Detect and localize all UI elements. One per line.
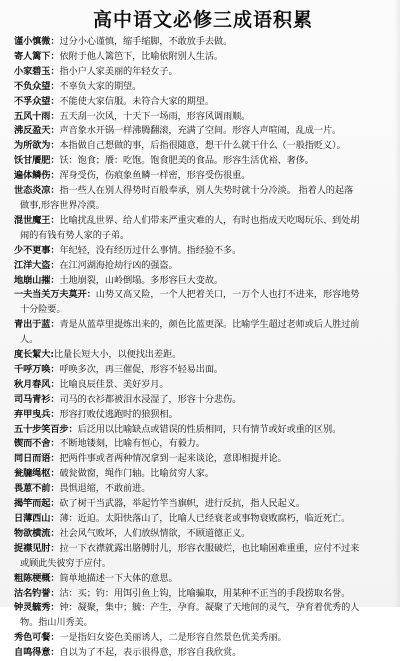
idiom-term: 世态炎凉： [14,185,60,197]
page-edge-shadow [394,0,400,607]
idiom-line [14,214,392,229]
idiom-definition: 比喻良辰佳景、美好岁月。 [59,378,169,390]
idiom-definition: 物。指山川秀美。 [20,617,93,629]
idiom-term: 不孚众望： [14,95,60,107]
idiom-line [14,557,392,572]
idiom-term: 锲而不舍： [14,438,60,450]
idiom-definition: 在江河湖海抢劫行凶的强盗。 [59,259,178,271]
idiom-line [14,199,392,214]
idiom-term: 千呼万唤： [14,363,60,375]
idiom-definition: 浑身受伤，伤痕象鱼鳞一样密，形容受伤很重。 [59,170,251,182]
document-title: 高中语文必修三成语积累 [92,9,313,31]
idiom-term: 同日而语： [14,453,60,465]
idiom-line [14,184,392,199]
idiom-line [14,527,392,542]
idiom-line [14,467,392,482]
idiom-definition: 依附于他人篱笆下，比喻依附别人生活。 [59,50,224,62]
idiom-term: 畏葸不前： [14,483,60,495]
idiom-definition: 土地崩裂，山岭倒塌。多形容巨大变故。 [59,274,224,286]
idiom-term: 五风十雨： [14,110,60,122]
idiom-term: 青出于蓝： [14,319,60,331]
idiom-term: 沽名钓誉： [14,587,60,599]
idiom-line [14,572,392,587]
idiom-term: 自鸣得意： [14,647,60,659]
idiom-line [14,124,392,139]
idiom-line [14,154,392,169]
idiom-line [14,65,392,80]
idiom-term: 江洋大盗： [14,259,60,271]
idiom-line [14,333,392,348]
idiom-definition: 自以为了不起，表示很得意，形容自我欣赏。 [59,647,242,659]
idiom-definition: 本指做自己想做的事，后指很随意，想干什么就干什么（一般指贬义）。 [59,140,346,152]
idiom-definition: 把两件事或者两种情况拿到一起来谈论，意即相提并论。 [59,453,287,465]
idiom-definition: 薄：近迫。太阳快落山了，比喻人已经衰老或事物衰败腐朽，临近死亡。 [59,513,351,524]
idiom-term: 司马青衫： [14,393,60,405]
idiom-line [14,110,392,125]
idiom-line [14,139,392,154]
idiom-line [14,274,392,289]
idiom-line [14,482,392,497]
idiom-definition: 沽：买；钓：用饵引鱼上钩，比喻骗取，用某种不正当的手段捞取名誉。 [59,587,351,599]
idiom-definition: 指小户人家美丽的年轻女子。 [59,65,178,77]
idiom-definition: 畏惧退缩，不敢前进。 [59,483,151,495]
idiom-definition: 或顾此失彼穷于应付。 [20,557,111,569]
idiom-list [14,35,392,661]
idiom-line [14,393,392,408]
idiom-term: 钟灵毓秀： [14,602,60,614]
idiom-term: 一夫当关万夫莫开： [14,289,96,301]
idiom-definition: 不断地镂刻，比喻有恒心，有毅力。 [59,438,205,450]
idiom-definition: 十分险要。 [20,304,66,316]
idiom-line [14,303,392,318]
idiom-definition: 五天刮一次风，十天下一场雨，形容风调雨顺。 [59,110,251,122]
idiom-line [14,587,392,602]
idiom-term: 小家碧玉： [14,65,60,77]
idiom-line [14,318,392,333]
idiom-line [14,363,392,378]
idiom-definition: 指一些人在别人得势时百般奉承，别人失势时就十分冷淡。 指着人的起落 [59,185,354,197]
idiom-line [14,646,392,661]
idiom-definition: 比量长短大小，以便找出差距。 [53,349,182,361]
idiom-line [14,244,392,259]
idiom-term: 混世魔王： [14,214,60,226]
idiom-term: 粗陈梗概： [14,572,60,584]
idiom-definition: 做事,形容世界冷漠。 [20,199,105,211]
idiom-term: 谨小慎微： [14,36,60,47]
idiom-definition: 人。 [20,334,39,346]
idiom-line [14,542,392,557]
idiom-term: 寄人篱下： [14,50,60,62]
idiom-line [14,95,392,110]
idiom-line [14,497,392,512]
idiom-term: 地崩山摧： [14,274,60,286]
idiom-definition: 过分小心谨慎，缩手缩脚，不敢放手去做。 [59,36,233,47]
idiom-line [14,423,392,438]
idiom-definition: 一是指妇女姿色美丽诱人，二是形容自然景色优美秀丽。 [59,632,287,644]
idiom-definition: 比喻扰乱世界、给人们带来严重灾难的人，有时也指成天吃喝玩乐、到处胡 [59,214,360,226]
idiom-line [14,348,392,363]
idiom-definition: 声音象水开锅一样沸腾翻滚，充满了空间。形容人声喧闹，乱成一片。 [59,125,342,137]
idiom-definition: 饫：饱食；餍：吃饱。饱食肥美的食品。形容生活优裕、奢侈。 [59,155,314,167]
idiom-definition: 山势又高又险，一个人把着关口，一万个人也打不进来，形容地势 [95,289,360,301]
idiom-term: 少不更事： [14,244,60,256]
idiom-definition: 不辜负大家的期望。 [59,80,142,92]
idiom-definition: 闹的有钱有势人家的子弟。 [20,229,130,241]
idiom-term: 饫甘餍肥： [14,155,60,167]
idiom-line [14,512,392,527]
idiom-line [14,601,392,616]
idiom-definition: 形容打败仗逃跑时的狼狈相。 [59,408,178,420]
idiom-term: 秀色可餐： [14,632,60,644]
idiom-line [14,80,392,95]
idiom-line [14,452,392,467]
idiom-definition: 呼唤多次，再三催促，形容不轻易出面。 [59,363,224,375]
idiom-line [14,35,392,50]
idiom-definition: 社会风气败坏，人们放纵情欲，不顾道德正义。 [59,527,251,539]
idiom-definition: 青是从蓝草里提炼出来的，颜色比蓝更深。比喻学生超过老师或后人胜过前 [59,319,360,331]
idiom-line [14,229,392,244]
idiom-line [14,259,392,274]
idiom-term: 五十步笑百步： [14,423,78,435]
idiom-term: 不负众望： [14,80,60,92]
idiom-definition: 司马的衣衫都被泪水浸湿了，形容十分悲伤。 [59,393,242,405]
idiom-term: 物欲横流： [14,527,60,539]
idiom-line [14,437,392,452]
idiom-line [14,408,392,423]
idiom-term: 秋月春风： [14,378,60,390]
idiom-line [14,631,392,646]
idiom-term: 为所欲为： [14,140,60,152]
idiom-term: 弃甲曳兵： [14,408,60,420]
idiom-line [14,50,392,65]
idiom-line [14,288,392,303]
idiom-definition: 破瓮做窗，绳作门轴。比喻贫穷人家。 [59,468,214,480]
idiom-term: 遍体鳞伤： [14,170,60,182]
idiom-definition: 钟：凝聚，集中；毓：产生，孕育。凝聚了天地间的灵气，孕育着优秀的人 [59,602,360,614]
idiom-term: 瓮牖绳枢： [14,468,60,480]
idiom-definition: 年纪轻，没有经历过什么事情。指经验不多。 [59,244,242,256]
idiom-term: 沸反盈天： [14,125,60,137]
idiom-line [14,616,392,631]
idiom-definition: 拉一下衣襟就露出胳膊肘儿，形容衣服破烂，也比喻困难重重，应付不过来 [59,542,360,554]
idiom-line [14,169,392,184]
idiom-definition: 简单地描述一下大体的意思。 [59,572,178,584]
idiom-term: 日薄西山： [14,513,60,524]
idiom-definition: 不能使大家信服。未符合大家的期望。 [59,95,214,107]
idiom-term: 揭竿而起： [14,498,60,510]
idiom-definition: 后泛用以比喻缺点或错误的性质相同，只有情节或好或重的区别。 [77,423,342,435]
idiom-definition: 砍了树干当武器，举起竹竿当旗帜，进行反抗，指人民起义。 [59,498,305,510]
idiom-line [14,378,392,393]
idiom-term: 捉襟见肘： [14,542,60,554]
idiom-term: 度长絜大: [14,349,54,361]
